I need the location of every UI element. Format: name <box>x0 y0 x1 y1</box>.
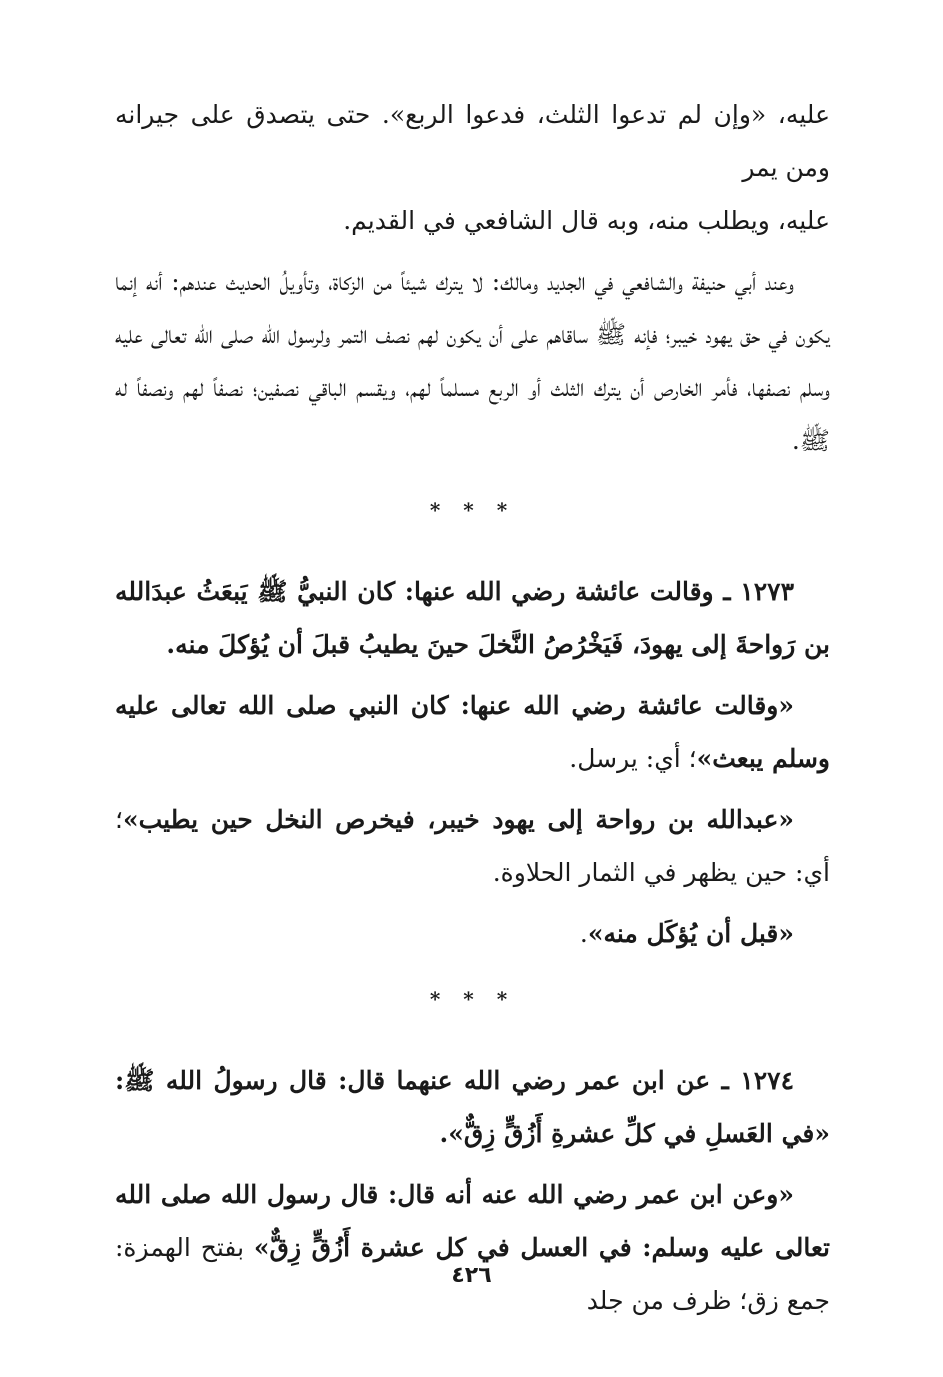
page-number: ٤٢٦ <box>451 1263 492 1288</box>
explanation-text: ؛ أي: حين يظهر في الثمار الحلاوة. <box>115 805 830 887</box>
paragraph-opinions: وعند أبي حنيفة والشافعي في الجديد ومالك: لا يترك شيئاً من الزكاة، وتأويلُ الحديث عندهم: أنه إنما يكون في حق يهود خيبر؛ فإنه ﷺ ساقاهم على أن يكون لهم نصف التمر ولرسول الله صلى الله تعالى عليه وسلم نصفها، فأمر الخارص أن يترك الثلث أو الربع مسلماً لهم، ويقسم الباقي نصفين؛ نصفاً لهم ونصفاً له ﷺ. <box>115 267 830 455</box>
hadith-1273: ١٢٧٣ ـ وقالت عائشة رضي الله عنها: كان النبيُّ ﷺ يَبعَثُ عبدَالله بن رَواحةَ إلى يهودَ، فَيَخْرُصُ النَّخلَ حينَ يطيبُ قبلَ أن يُؤكلَ منه. <box>115 577 830 659</box>
commentary-1273-estimation <box>115 793 830 899</box>
quoted-text: «وعن ابن عمر رضي الله عنه أنه قال: قال رسول الله صلى الله تعالى عليه وسلم: في العسل في كل عشرة أَزُقٍّ زِقٌّ» <box>115 1180 830 1262</box>
section-separator-1: * * * <box>429 498 516 522</box>
quoted-text: «عبدالله بن رواحة إلى يهود خيبر، فيخرص النخل حين يطيب» <box>122 805 794 834</box>
continuation-line-1: عليه، «وإن لم تدعوا الثلث، فدعوا الربع». حتى يتصدق على جيرانه ومن يمر <box>115 100 830 182</box>
quoted-text: «وقالت عائشة رضي الله عنها: كان النبي صلى الله تعالى عليه وسلم يبعث» <box>115 691 830 773</box>
commentary-1273-before-eating <box>115 907 830 960</box>
paragraph-continuation <box>115 88 830 247</box>
commentary-1273-sending <box>115 679 830 785</box>
explanation-text: . <box>579 919 588 948</box>
commentary-1274 <box>115 1168 830 1327</box>
hadith-1274: ١٢٧٤ ـ عن ابن عمر رضي الله عنهما قال: قال رسولُ الله ﷺ: «في العَسلِ في كلِّ عشرةِ أَزُقٍّ زِقٌّ». <box>115 1066 830 1148</box>
section-separator-2: * * * <box>429 987 516 1011</box>
quoted-text: «قبل أن يُؤكَل منه» <box>587 919 794 948</box>
explanation-text: بفتح الهمزة: جمع زق؛ ظرف من جلد <box>115 1233 830 1315</box>
explanation-text: ؛ أي: يرسل. <box>569 744 697 773</box>
page-content <box>115 88 830 1327</box>
continuation-line-2: عليه، ويطلب منه، وبه قال الشافعي في القديم. <box>343 206 830 235</box>
